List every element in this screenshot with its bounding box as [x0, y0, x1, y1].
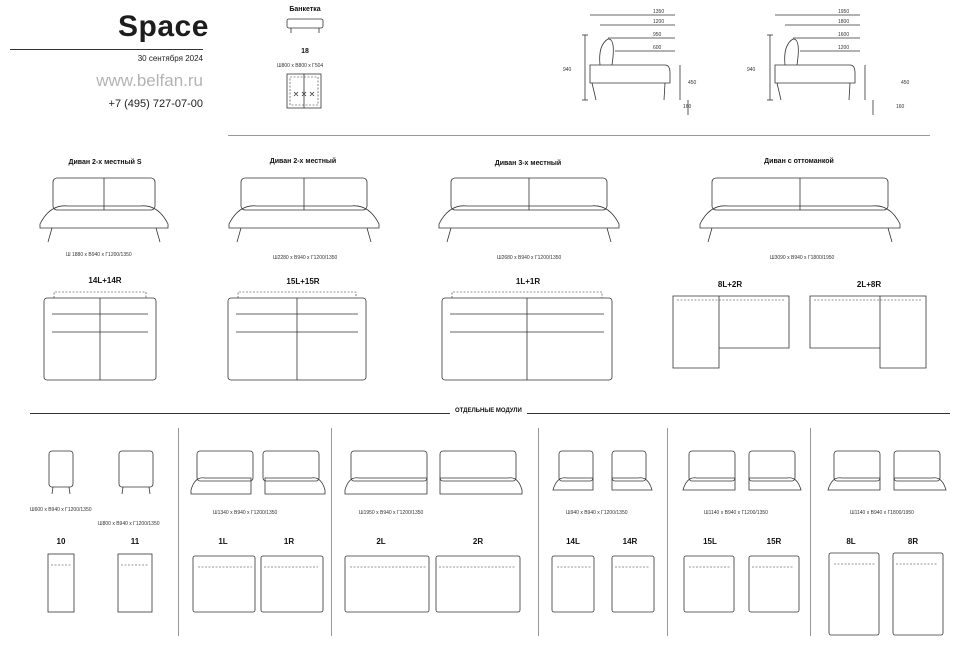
module-1L-front	[191, 450, 257, 494]
date: 30 сентября 2024	[137, 54, 203, 63]
module-code-14R: 14R	[622, 537, 638, 546]
module-dims-2: Ш1950 х В940 х Г1200/1350	[359, 510, 424, 516]
side1-height: 940	[563, 67, 572, 73]
side1-leg: 160	[683, 104, 692, 110]
module-code-8L: 8L	[846, 537, 856, 546]
module-dims-1: Ш1340 х В940 х Г1200/1350	[213, 510, 278, 516]
module-code-2L: 2L	[376, 537, 386, 546]
module-11-plan	[117, 553, 153, 615]
bench-code: 18	[301, 48, 309, 55]
module-8L-plan	[828, 552, 882, 638]
sofa-label-3: Диван 3-х местный	[494, 160, 562, 167]
module-code-15R: 15R	[766, 537, 782, 546]
title-underline	[10, 49, 203, 50]
module-11-front	[118, 450, 154, 494]
plan-8L2R	[673, 294, 791, 370]
bench-top-view	[287, 74, 323, 110]
module-8R-front	[890, 450, 946, 494]
side2-dim-2: 1800	[838, 19, 850, 25]
sofa-front-2	[229, 176, 379, 246]
plan-code-4: 8L+2R	[717, 280, 743, 289]
module-code-14L: 14L	[566, 537, 580, 546]
plan-14L14R	[44, 292, 158, 382]
bench-front-view	[286, 18, 326, 34]
module-2R-plan	[435, 555, 523, 615]
side2-dim-1: 1950	[838, 9, 850, 15]
side1-dim-3: 950	[653, 32, 662, 38]
plan-1L1R	[442, 292, 614, 382]
module-10-plan	[47, 553, 77, 615]
side-view-short	[570, 5, 720, 115]
side2-seat: 450	[901, 80, 910, 86]
plan-code-1: 14L+14R	[88, 276, 122, 285]
module-code-10: 10	[56, 537, 66, 546]
sofa-label-1: Диван 2-х местный S	[68, 159, 142, 166]
module-14R-front	[608, 450, 652, 494]
plan-15L15R	[228, 292, 368, 382]
side1-dim-2: 1200	[653, 19, 665, 25]
module-dims-10: Ш600 х В940 х Г1200/1350	[30, 507, 92, 513]
plan-2L8R	[810, 294, 928, 370]
module-sep-1	[178, 428, 179, 636]
module-sep-5	[810, 428, 811, 636]
module-8R-plan	[892, 552, 946, 638]
plan-code-2: 15L+15R	[286, 277, 320, 286]
module-15L-front	[683, 450, 739, 494]
module-sep-3	[538, 428, 539, 636]
sofa-front-ottoman	[700, 176, 900, 246]
sofa-dims-2: Ш2280 х В940 х Г1200/1350	[273, 255, 338, 261]
bench-dims: Ш800 х В800 х Г504	[277, 63, 324, 69]
module-2L-plan	[344, 555, 432, 615]
side2-dim-3: 1600	[838, 32, 850, 38]
sofa-label-4: Диван с оттоманкой	[764, 158, 834, 165]
module-dims-14: Ш940 х В940 х Г1200/1350	[566, 510, 628, 516]
module-sep-2	[331, 428, 332, 636]
side2-height: 940	[747, 67, 756, 73]
module-2L-front	[345, 450, 431, 494]
module-8L-front	[828, 450, 884, 494]
divider-top	[228, 135, 930, 136]
module-code-1R: 1R	[283, 537, 295, 546]
module-15L-plan	[683, 555, 737, 615]
website-link[interactable]: www.belfan.ru	[96, 71, 203, 90]
phone-number: +7 (495) 727-07-00	[108, 98, 203, 110]
sofa-front-3	[439, 176, 619, 246]
sofa-dims-4: Ш3090 х В940 х Г1800/1950	[770, 255, 835, 261]
page-title: Space	[118, 10, 209, 43]
sofa-dims-3: Ш2680 х В940 х Г1200/1350	[497, 255, 562, 261]
sofa-front-2s	[40, 176, 170, 246]
bench-label: Банкетка	[289, 6, 321, 13]
plan-code-3: 1L+1R	[515, 277, 541, 286]
module-code-11: 11	[130, 537, 140, 546]
module-code-15L: 15L	[703, 537, 717, 546]
module-dims-8: Ш1140 х В940 х Г1800/1950	[850, 510, 914, 516]
side1-dim-4: 600	[653, 45, 662, 51]
module-15R-front	[745, 450, 801, 494]
plan-code-5: 2L+8R	[856, 280, 882, 289]
side2-leg: 160	[896, 104, 905, 110]
module-14R-plan	[611, 555, 657, 615]
module-dims-11: Ш800 х В940 х Г1200/1350	[98, 521, 160, 527]
module-sep-4	[667, 428, 668, 636]
sofa-dims-1: Ш 1880 х В940 х Г1200/1350	[66, 252, 132, 258]
side1-dim-1: 1350	[653, 9, 665, 15]
side1-seat: 450	[688, 80, 697, 86]
side-view-long	[755, 5, 905, 115]
module-code-1L: 1L	[218, 537, 228, 546]
module-2R-front	[436, 450, 522, 494]
side2-dim-4: 1200	[838, 45, 850, 51]
module-1R-front	[259, 450, 325, 494]
sofa-label-2: Диван 2-х местный	[269, 158, 337, 165]
module-1L-plan	[192, 555, 258, 615]
module-code-2R: 2R	[472, 537, 484, 546]
module-14L-plan	[551, 555, 597, 615]
module-code-8R: 8R	[907, 537, 919, 546]
module-dims-15: Ш1140 х В940 х Г1200/1350	[704, 510, 768, 516]
module-14L-front	[553, 450, 597, 494]
module-15R-plan	[748, 555, 802, 615]
module-1R-plan	[260, 555, 326, 615]
section-title-modules: ОТДЕЛЬНЫЕ МОДУЛИ	[450, 408, 527, 414]
module-10-front	[48, 450, 74, 494]
